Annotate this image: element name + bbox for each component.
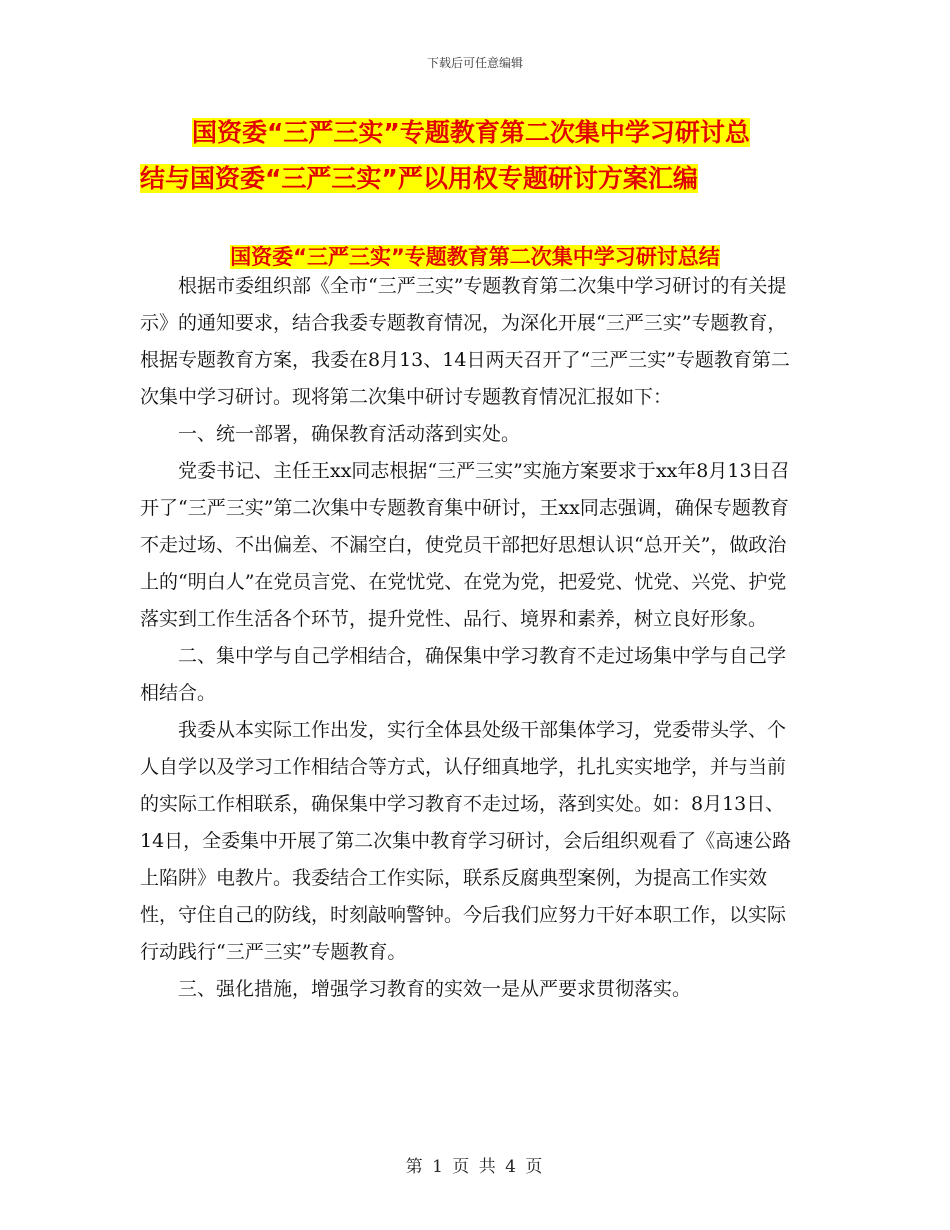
document-title-line-2: 结与国资委“三严三实”严以用权专题研讨方案汇编 bbox=[140, 164, 698, 193]
section-title-text: 国资委“三严三实”专题教育第二次集中学习研讨总结 bbox=[230, 245, 720, 269]
page-number-footer: 第 1 页 共 4 页 bbox=[405, 1157, 545, 1177]
page-header-note: 下载后可任意编辑 bbox=[426, 56, 523, 70]
document-body bbox=[140, 268, 800, 1008]
document-title-line-1: 国资委“三严三实”专题教育第二次集中学习研讨总 bbox=[192, 118, 750, 147]
paragraph: 一、统一部署，确保教育活动落到实处。 bbox=[178, 423, 521, 445]
paragraph: 三、强化措施，增强学习教育的实效一是从严要求贯彻落实。 bbox=[178, 978, 692, 1000]
paragraph: 二、集中学与自己学相结合，确保集中学习教育不走过场集中学与自己学相结合。 bbox=[140, 645, 787, 704]
document-title bbox=[140, 110, 820, 202]
paragraph: 根据市委组织部《全市“三严三实”专题教育第二次集中学习研讨的有关提示》的通知要求，结合我委专题教育情况，为深化开展“三严三实”专题教育，根据专题教育方案，我委在8月13、14日两天召开了“三严三实”专题教育第二次集中学习研讨。现将第二次集中研讨专题教育情况汇报如下： bbox=[140, 275, 790, 408]
paragraph: 我委从本实际工作出发，实行全体县处级干部集体学习，党委带头学、个人自学以及学习工作相结合等方式，认仔细真地学，扎扎实实地学，并与当前的实际工作相联系，确保集中学习教育不走过场，落到实处。如：8月13日、14日，全委集中开展了第二次集中教育学习研讨，会后组织观看了《高速公路上陷阱》电教片。我委结合工作实际，联系反腐典型案例，为提高工作实效性，守住自己的防线，时刻敲响警钟。今后我们应努力干好本职工作，以实际行动践行“三严三实”专题教育。 bbox=[140, 719, 792, 963]
paragraph: 党委书记、主任王xx同志根据“三严三实”实施方案要求于xx年8月13日召开了“三严三实”第二次集中专题教育集中研讨，王xx同志强调，确保专题教育不走过场、不出偏差、不漏空白，使党员干部把好思想认识“总开关”，做政治上的“明白人”在党员言党、在党忧党、在党为党，把爱党、忧党、兴党、护党落实到工作生活各个环节，提升党性、品行、境界和素养，树立良好形象。 bbox=[140, 460, 790, 630]
